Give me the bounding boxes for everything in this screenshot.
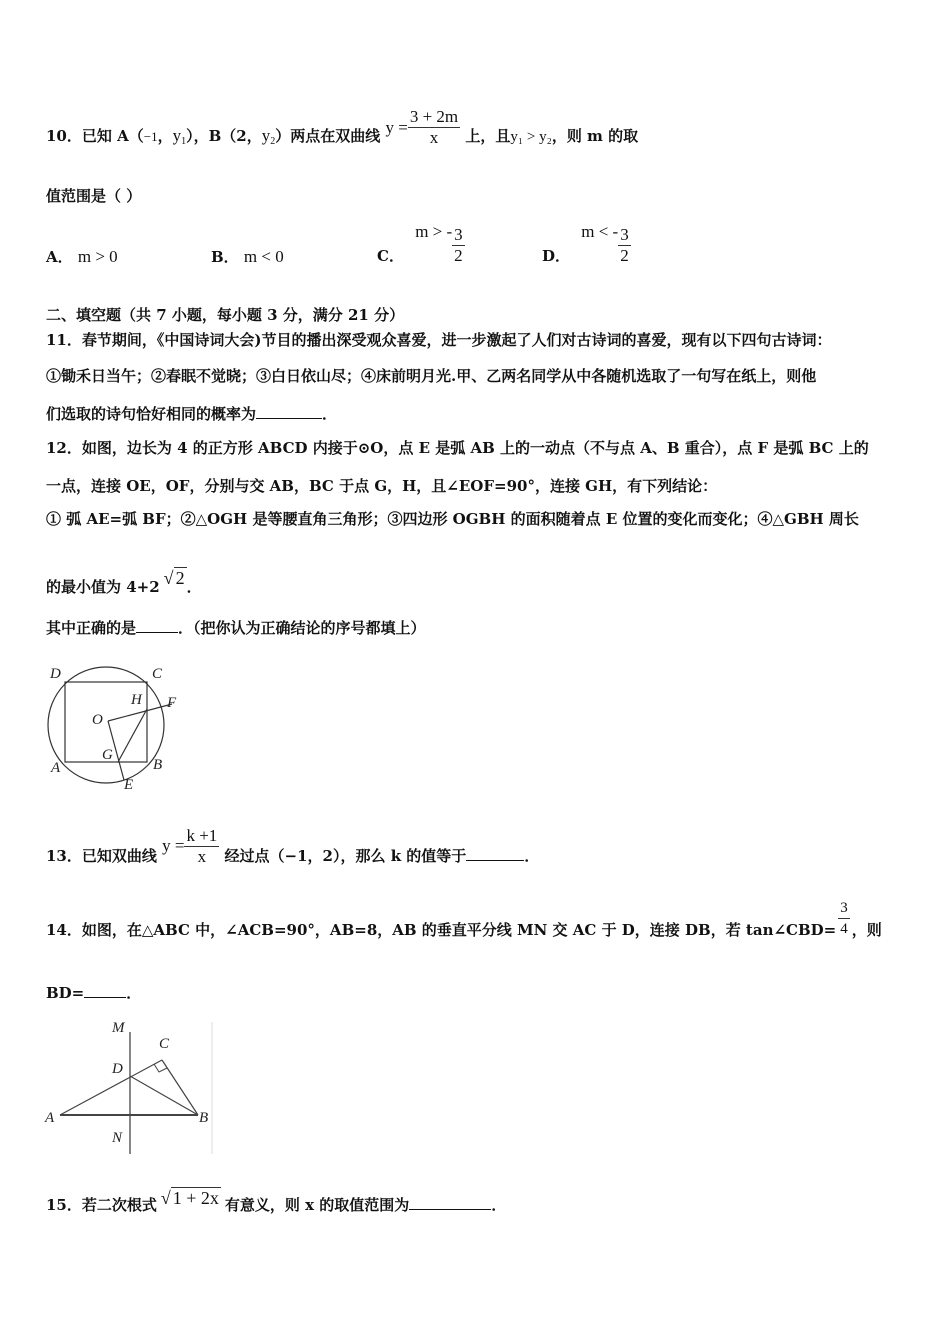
q12-line3: ① 弧 AE=弧 BF；②△OGH 是等腰直角三角形；③四边形 OGBH 的面积随着点 E 位置的变化而变化；④△GBH 周长: [46, 510, 859, 528]
label-c: C: [152, 666, 163, 682]
q10-text-a: 已知 A（: [81, 127, 144, 145]
q12-figure-circle-square: [44, 658, 194, 794]
option-expr: m < -: [581, 222, 619, 241]
q12-line4: [46, 568, 202, 597]
option-expr: m > 0: [77, 247, 118, 266]
label-c: C: [159, 1036, 170, 1052]
q10-condition: y₁ > y₂: [510, 129, 552, 145]
q12-answer-blank[interactable]: [136, 618, 178, 633]
q13-eq-lhs: y =: [162, 836, 185, 855]
q10-option-b[interactable]: [211, 246, 284, 267]
q14-answer-blank[interactable]: [84, 983, 126, 998]
q15-end: ．: [491, 1196, 507, 1214]
label-h: H: [131, 692, 142, 708]
q11-end: ．: [322, 405, 338, 423]
sqrt-2: √ 2: [163, 568, 185, 588]
option-expr: m > -: [415, 222, 453, 241]
q12-line2: 一点，连接 OE，OF，分别与交 AB，BC 于点 G，H，且∠EOF=90°，连接 GH，有下列结论：: [46, 477, 718, 495]
q12-line1: 12．如图，边长为 4 的正方形 ABCD 内接于⊙O，点 E 是弧 AB 上的一动点（不与点 A、B 重合），点 F 是弧 BC 上的: [46, 439, 869, 457]
q11-answer-blank[interactable]: [256, 404, 322, 419]
q10-text-d: 上，且: [465, 127, 511, 145]
q11-line2: ①锄禾日当午；②春眠不觉晓；③白日依山尽；④床前明月光.甲、乙两名同学从中各随机选取了一句写在纸上，则他: [46, 367, 817, 385]
label-g: G: [102, 747, 113, 763]
q10-option-c[interactable]: [377, 222, 465, 266]
sqrt-expression: √ 1 + 2x: [160, 1188, 219, 1208]
label-e: E: [124, 777, 134, 793]
q10-line1: [46, 106, 639, 152]
option-label: A．: [46, 248, 73, 266]
q12-end: ．: [186, 578, 202, 596]
q10-option-d[interactable]: [542, 222, 631, 266]
q10-text-c: ）两点在双曲线: [275, 127, 381, 145]
label-a: A: [51, 760, 61, 776]
q10-b-y: $y_2$: [261, 126, 276, 147]
label-m: M: [112, 1020, 125, 1036]
section-title: 二、填空题（共 7 小题，每小题 3 分，满分 21 分）: [46, 306, 405, 324]
q14-text-a: 14．如图，在△ABC 中，∠ACB=90°，AB=8，AB 的垂直平分线 MN 交 AC 于 D，连接 DB，若 tan∠CBD=: [46, 921, 837, 939]
q10-text-b: ），B（2，: [186, 127, 262, 145]
q13-fraction: $\frac{k +1}{x}$: [186, 825, 218, 866]
q10-text-e: ，则 m 的取: [551, 127, 639, 145]
q13-line: [46, 825, 540, 867]
label-d: D: [50, 666, 61, 682]
q13-end: ．: [524, 847, 540, 865]
q10-fraction: $\frac{3 + 2m}{x}$: [409, 106, 459, 147]
q12-end: ．（把你认为正确结论的序号都填上）: [178, 619, 426, 637]
q10-a-y: $y_1$: [172, 126, 187, 147]
q10-a-sep: ，: [157, 127, 173, 145]
q10-a-x: −1: [143, 129, 158, 144]
q13-answer-blank[interactable]: [466, 846, 524, 861]
label-b: B: [199, 1110, 209, 1126]
q11-line1: 11．春节期间，《中国诗词大会)节目的播出深受观众喜爱，进一步激起了人们对古诗词的喜爱，现有以下四句古诗词：: [46, 331, 832, 349]
q13-text-b: 经过点（−1，2），那么 k 的值等于: [224, 847, 467, 865]
q14-line2: [46, 983, 141, 1003]
q14-fraction: $\frac{3}{4}$: [840, 899, 848, 937]
option-expr: m < 0: [243, 247, 284, 266]
q14-text-b: ，则: [851, 921, 882, 939]
q12-line5: [46, 618, 426, 638]
q15-text-b: 有意义，则 x 的取值范围为: [224, 1196, 410, 1214]
label-n: N: [112, 1130, 123, 1146]
q14-line1: [46, 899, 882, 940]
option-label: C．: [377, 246, 404, 265]
q12-text: 的最小值为 4+2: [46, 578, 160, 596]
q13-text-a: 13．已知双曲线: [46, 847, 157, 865]
q15-text-a: 15．若二次根式: [46, 1196, 157, 1214]
q15-answer-blank[interactable]: [409, 1195, 491, 1210]
q11-line3: [46, 404, 337, 424]
q11-text: 们选取的诗句恰好相同的概率为: [46, 405, 257, 423]
q10-line2: 值范围是（ ）: [46, 187, 142, 205]
q10-number: 10．: [46, 127, 82, 145]
label-f: F: [167, 695, 177, 711]
label-o: O: [92, 712, 103, 728]
label-b: B: [153, 757, 163, 773]
q10-option-a[interactable]: [46, 246, 118, 267]
option-label: B．: [211, 248, 239, 266]
label-a: A: [45, 1110, 55, 1126]
option-fraction: $\frac{3}{2}$: [620, 224, 629, 265]
option-fraction: $\frac{3}{2}$: [454, 224, 463, 265]
q15-line: [46, 1188, 506, 1215]
q12-text: 其中正确的是: [46, 619, 137, 637]
q14-figure-triangle: [44, 1018, 216, 1158]
q10-eq-lhs: y =: [385, 118, 408, 137]
label-d: D: [112, 1061, 123, 1077]
q14-end: ．: [126, 984, 142, 1002]
q14-text: BD=: [46, 984, 85, 1002]
option-label: D．: [542, 246, 571, 265]
